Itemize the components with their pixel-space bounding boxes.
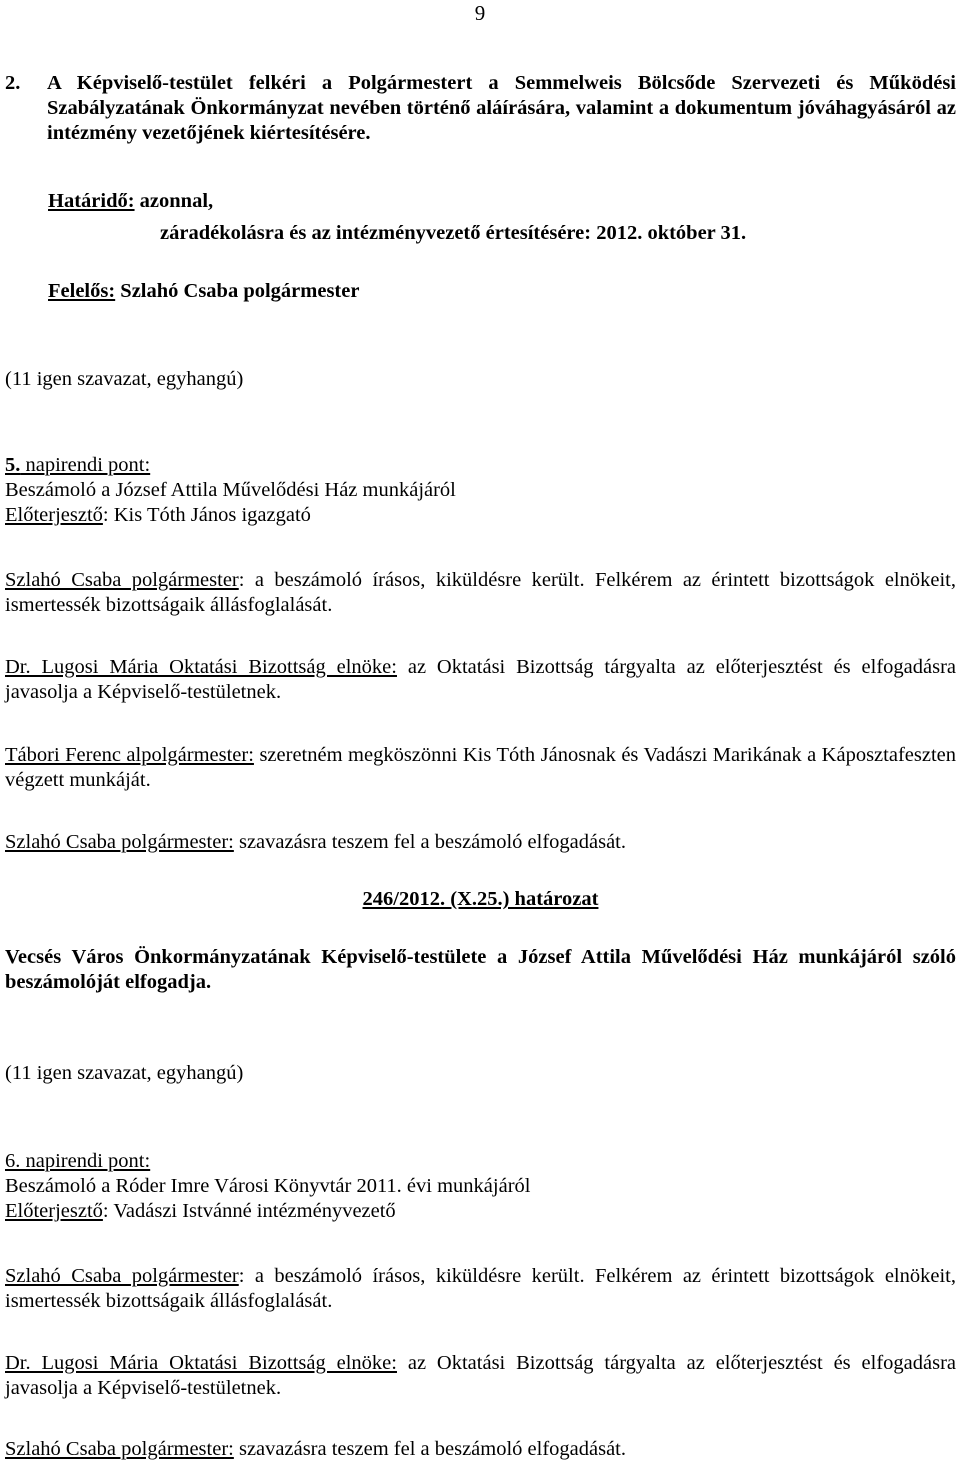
agenda-heading: 5. napirendi pont: <box>5 454 151 476</box>
deadline-value: azonnal, <box>139 190 214 212</box>
agenda-title: Beszámoló a Róder Imre Városi Könyvtár 2011. évi munkájáról <box>5 1175 531 1197</box>
resolution-item-2 <box>5 71 956 146</box>
item-number: 2. <box>5 72 21 94</box>
statement-committee-chair: Dr. Lugosi Mária Oktatási Bizottság elnöke: az Oktatási Bizottság tárgyalta az előterjesztést és elfogadásra javasolja a Képviselő-testületnek. <box>5 656 957 703</box>
resolution-title: 246/2012. (X.25.) határozat <box>362 888 599 910</box>
deadline <box>5 189 956 214</box>
agenda-title: Beszámoló a József Attila Művelődési Ház munkájáról <box>5 479 456 501</box>
page-number: 9 <box>474 1 486 25</box>
vote-result: (11 igen szavazat, egyhangú) <box>5 1062 244 1084</box>
agenda-5 <box>5 453 956 528</box>
speaker: Dr. Lugosi Mária Oktatási Bizottság elnöke: <box>5 1352 397 1374</box>
deadline-label: Határidő: <box>48 190 135 212</box>
statement-committee-chair: Dr. Lugosi Mária Oktatási Bizottság elnöke: az Oktatási Bizottság tárgyalta az előterjesztést és elfogadásra javasolja a Képviselő-testületnek. <box>5 1352 957 1399</box>
speaker: Tábori Ferenc alpolgármester: <box>5 744 254 766</box>
presenter: Előterjesztő: Kis Tóth János igazgató <box>5 504 311 526</box>
agenda-heading: 6. napirendi pont: <box>5 1150 151 1172</box>
resolution-text: Vecsés Város Önkormányzatának Képviselő-testülete a József Attila Művelődési Ház munkájáról szóló beszámolóját elfogadja. <box>5 946 956 993</box>
statement-mayor-1: Szlahó Csaba polgármester: a beszámoló írásos, kiküldésre került. Felkérem az érintett bizottságok elnökeit, ismertessék bizottságaik állásfoglalását. <box>5 1265 956 1312</box>
statement-mayor-1: Szlahó Csaba polgármester: a beszámoló írásos, kiküldésre került. Felkérem az érintett bizottságok elnökeit, ismertessék bizottságaik állásfoglalását. <box>5 569 956 616</box>
speaker: Szlahó Csaba polgármester <box>5 569 239 591</box>
speaker: Szlahó Csaba polgármester <box>5 1265 239 1287</box>
responsible-value: Szlahó Csaba polgármester <box>120 280 360 302</box>
speaker: Szlahó Csaba polgármester: <box>5 831 234 853</box>
speaker: Dr. Lugosi Mária Oktatási Bizottság elnöke: <box>5 656 397 678</box>
responsible <box>5 279 956 304</box>
responsible-label: Felelős: <box>48 280 116 302</box>
statement-mayor-2: Szlahó Csaba polgármester: szavazásra teszem fel a beszámoló elfogadását. <box>5 831 627 853</box>
presenter: Előterjesztő: Vadászi Istvánné intézményvezető <box>5 1200 396 1222</box>
agenda-6 <box>5 1149 956 1224</box>
vote-result: (11 igen szavazat, egyhangú) <box>5 368 244 390</box>
deadline-line2: záradékolásra és az intézményvezető értesítésére: 2012. október 31. <box>160 222 747 244</box>
item-text: A Képviselő-testület felkéri a Polgármestert a Semmelweis Bölcsőde Szervezeti és Működési Szabályzatának Önkormányzat nevében történő aláírására, valamint a dokumentum jóváhagyásáról az intézmény vezetőjének kiértesítésére. <box>47 72 956 144</box>
statement-mayor-2: Szlahó Csaba polgármester: szavazásra teszem fel a beszámoló elfogadását. <box>5 1438 627 1460</box>
speaker: Szlahó Csaba polgármester: <box>5 1438 234 1460</box>
statement-deputy-mayor: Tábori Ferenc alpolgármester: szeretném megköszönni Kis Tóth Jánosnak és Vadászi Marikának a Káposztafeszten végzett munkáját. <box>5 744 956 791</box>
